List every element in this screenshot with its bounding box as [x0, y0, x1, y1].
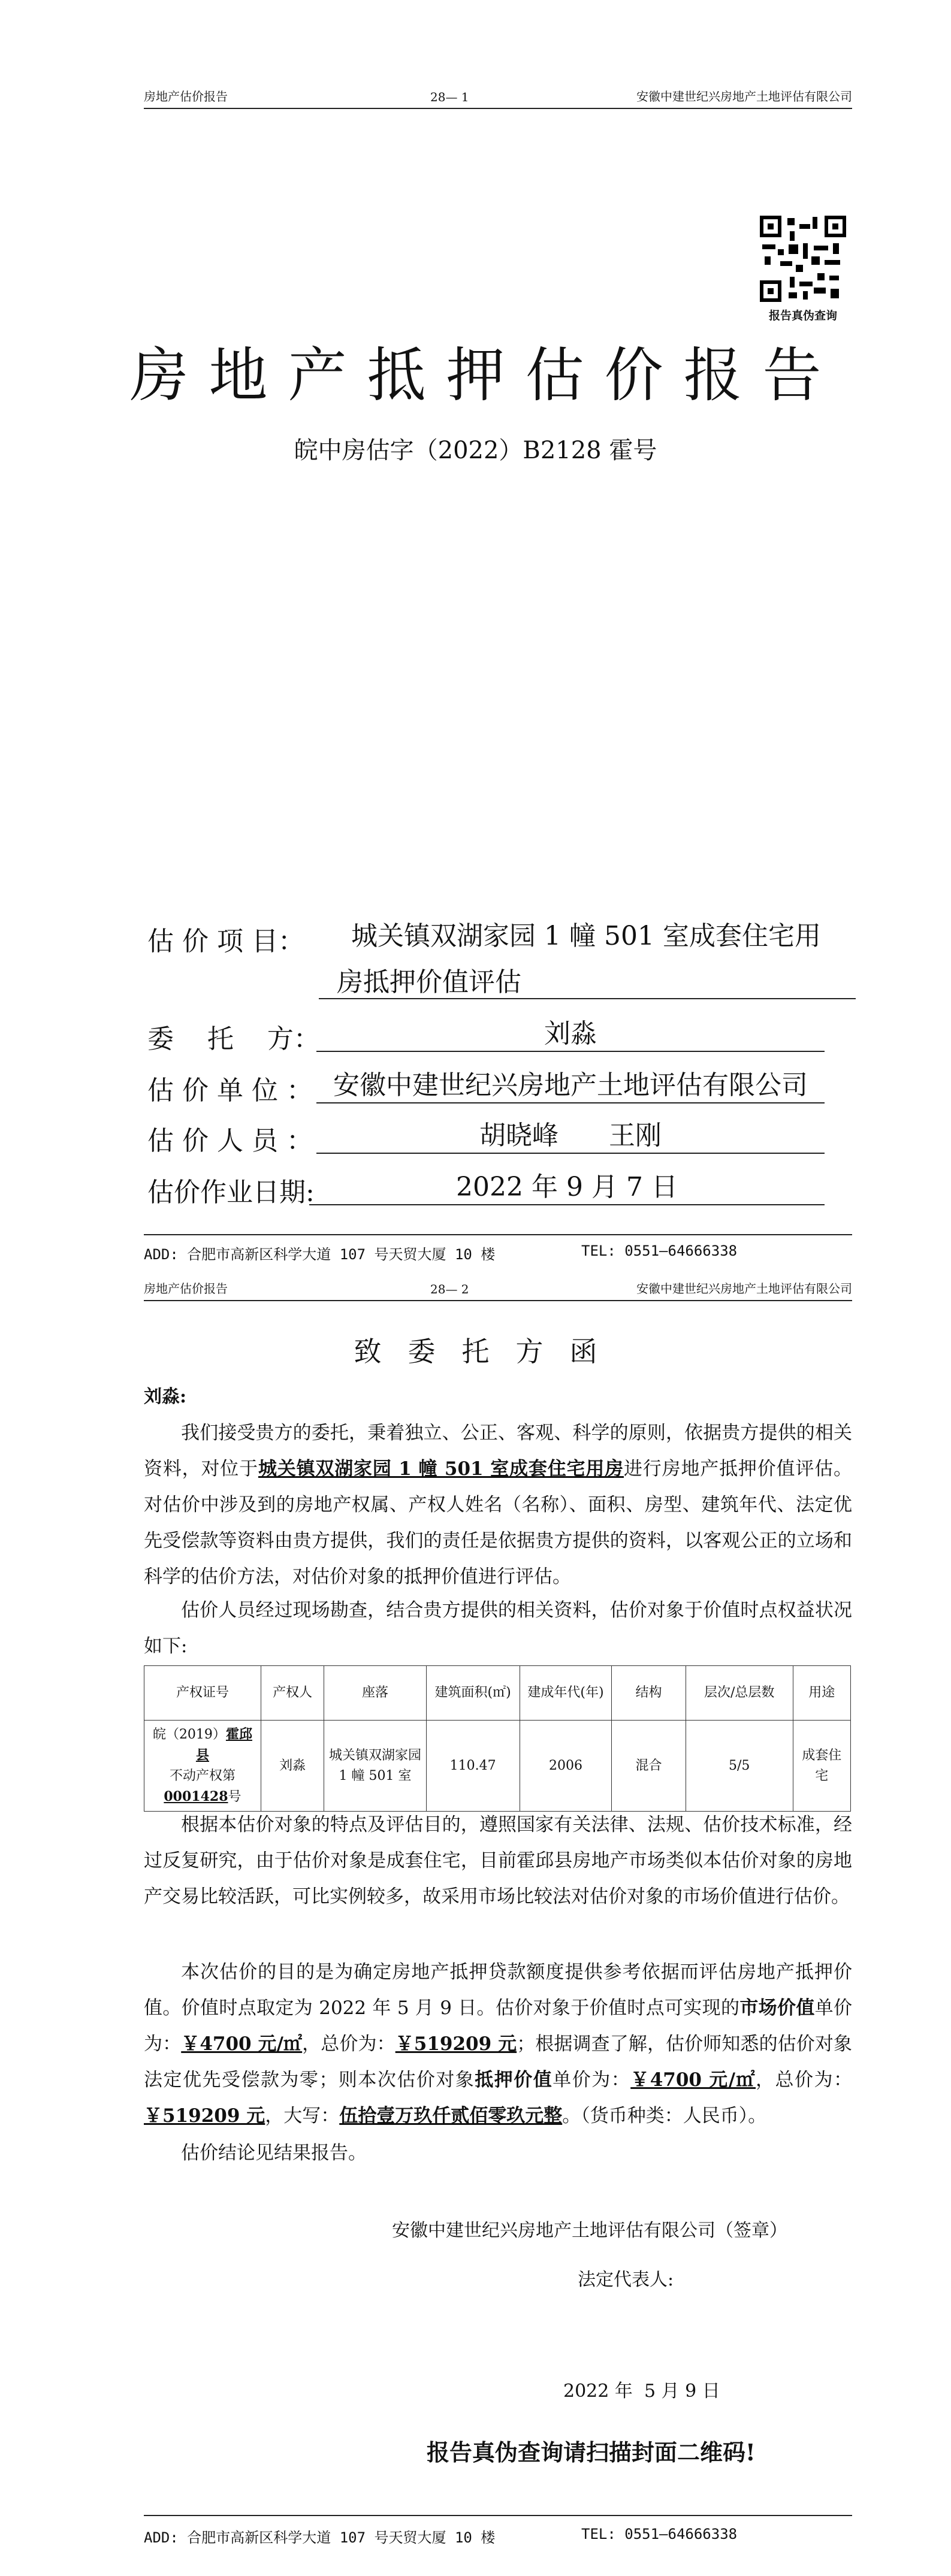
footer-address: ADD: 合肥市高新区科学大道 107 号天贸大厦 10 楼: [144, 1246, 496, 1263]
sign-company: 安徽中建世纪兴房地产土地评估有限公司（签章）: [392, 2220, 787, 2241]
intro-text-a: 我们接受贵方的委托，秉着独立、公正、客观、科学的原则，依据贵方提供的相关资料，对位于: [144, 1422, 852, 1480]
see-result-text: 估价结论见结果报告。: [181, 2142, 367, 2164]
cell-use: 成套住宅: [793, 1721, 850, 1812]
header-left: 房地产估价报告: [144, 89, 228, 104]
paragraph-conclusion: 本次估价的目的是为确定房地产抵押贷款额度提供参考依据而评估房地产抵押价值。价值时点取定为 2022 年 5 月 9 日。估价对象于价值时点可实现的市场价值单价为：￥4700 元/㎡，总价为：￥519209 元；根据调查了解，估价师知悉的估价对象法定优先受偿款为零；则本次估价对象抵押价值单价为：￥4700 元/㎡，总价为：￥519209 元，大写：伍拾壹万玖仟贰佰零玖元整。（货币种类：人民币）。: [144, 1961, 853, 2127]
property-table: [144, 1665, 851, 1812]
property-address: 城关镇双湖家园 1 幢 501 室成套住宅用房: [258, 1458, 624, 1480]
table-row: [144, 1721, 851, 1812]
paragraph-survey: [144, 1592, 852, 1664]
project-value-line2: 房抵押价值评估: [319, 966, 856, 999]
appraiser-org-label: 估 价 单 位 ：: [147, 1075, 313, 1106]
market-total-price: ￥519209 元: [395, 2033, 517, 2055]
letter-page: [0, 1276, 951, 2576]
col-location: 座落: [324, 1666, 426, 1721]
header-left: 房地产估价报告: [144, 1281, 228, 1296]
footer-divider: [144, 2515, 852, 2516]
sign-date: 2022 年 5 月 9 日: [563, 2381, 720, 2402]
col-year: 建成年代(年): [520, 1666, 612, 1721]
footer-tel: TEL: 0551—64666338: [581, 1242, 738, 1259]
qr-code-icon[interactable]: [760, 216, 846, 302]
table-header-row: [144, 1666, 851, 1721]
qr-caption: 报告真伪查询: [768, 309, 837, 322]
cell-structure: 混合: [612, 1721, 686, 1812]
appraisers-value: 胡晓峰 王刚: [316, 1119, 825, 1154]
col-use: 用途: [793, 1666, 850, 1721]
cell-floor: 5/5: [686, 1721, 793, 1812]
paragraph-intro: [144, 1415, 852, 1595]
header-page-number: 28— 2: [430, 1282, 469, 1296]
footer-tel: TEL: 0551—64666338: [581, 2526, 738, 2542]
work-date-label: 估价作业日期:: [147, 1177, 315, 1208]
cell-owner: 刘淼: [261, 1721, 324, 1812]
market-unit-price: ￥4700 元/㎡: [181, 2033, 303, 2055]
work-date-value: 2022 年 9 月 7 日: [309, 1171, 825, 1205]
header-page-number: 28— 1: [430, 90, 469, 104]
col-owner: 产权人: [261, 1666, 324, 1721]
intro-text-c: 进行房地产抵押价值评估。对估价中涉及到的房地产权属、产权人姓名（名称）、面积、房型、建筑年代、法定优先受偿款等资料由贵方提供，我们的责任是依据贵方提供的资料，以客观公正的立场和科学的估价方法，对估价对象的抵押价值进行评估。: [144, 1458, 853, 1588]
client-label: 委 托 方：: [147, 1024, 320, 1054]
page-header: [144, 1276, 852, 1301]
project-label: 估 价 项 目：: [147, 926, 304, 957]
mortgage-unit-price: ￥4700 元/㎡: [630, 2069, 756, 2091]
verification-warning: 报告真伪查询请扫描封面二维码!: [427, 2439, 756, 2466]
page-header: [144, 84, 852, 109]
amount-in-words: 伍拾壹万玖仟贰佰零玖元整: [339, 2105, 563, 2127]
appraiser-org-value: 安徽中建世纪兴房地产土地评估有限公司: [316, 1069, 825, 1103]
cell-area: 110.47: [426, 1721, 520, 1812]
method-text: 根据本估价对象的特点及评估目的，遵照国家有关法律、法规、估价技术标准，经过反复研究，由于估价对象是成套住宅，目前霍邱县房地产市场类似本估价对象的房地产交易比较活跃，可比实例较多，故采用市场比较法对估价对象的市场价值进行估价。: [144, 1814, 852, 1907]
footer-divider: [144, 1234, 852, 1235]
letter-title: 致委托方函: [354, 1335, 624, 1368]
page-title: 房地产抵押估价报告: [129, 341, 842, 410]
project-value-line1: 城关镇双湖家园 1 幢 501 室成套住宅用: [351, 921, 821, 951]
col-area: 建筑面积(㎡): [426, 1666, 520, 1721]
mortgage-total-price: ￥519209 元: [144, 2105, 265, 2127]
header-right: 安徽中建世纪兴房地产土地评估有限公司: [636, 1281, 852, 1296]
report-number: 皖中房估字（2022）B2128 霍号: [294, 437, 657, 464]
cell-cert: 皖（2019）霍邱县 不动产权第 0001428号: [144, 1721, 261, 1812]
col-structure: 结构: [612, 1666, 686, 1721]
header-right: 安徽中建世纪兴房地产土地评估有限公司: [636, 89, 852, 104]
salutation: 刘淼:: [144, 1386, 187, 1407]
cell-year: 2006: [520, 1721, 612, 1812]
appraisers-label: 估 价 人 员 ：: [147, 1126, 313, 1156]
cover-page: [0, 0, 951, 1276]
footer-address: ADD: 合肥市高新区科学大道 107 号天贸大厦 10 楼: [144, 2529, 496, 2546]
survey-text: 估价人员经过现场勘查，结合贵方提供的相关资料，估价对象于价值时点权益状况如下:: [144, 1600, 852, 1657]
paragraph-method: [144, 1807, 852, 1915]
cell-location: 城关镇双湖家园 1 幢 501 室: [324, 1721, 426, 1812]
col-floor: 层次/总层数: [686, 1666, 793, 1721]
sign-representative: 法定代表人:: [578, 2269, 674, 2290]
col-cert: 产权证号: [144, 1666, 261, 1721]
client-value: 刘淼: [316, 1017, 825, 1052]
paragraph-see-result: [144, 2135, 852, 2171]
